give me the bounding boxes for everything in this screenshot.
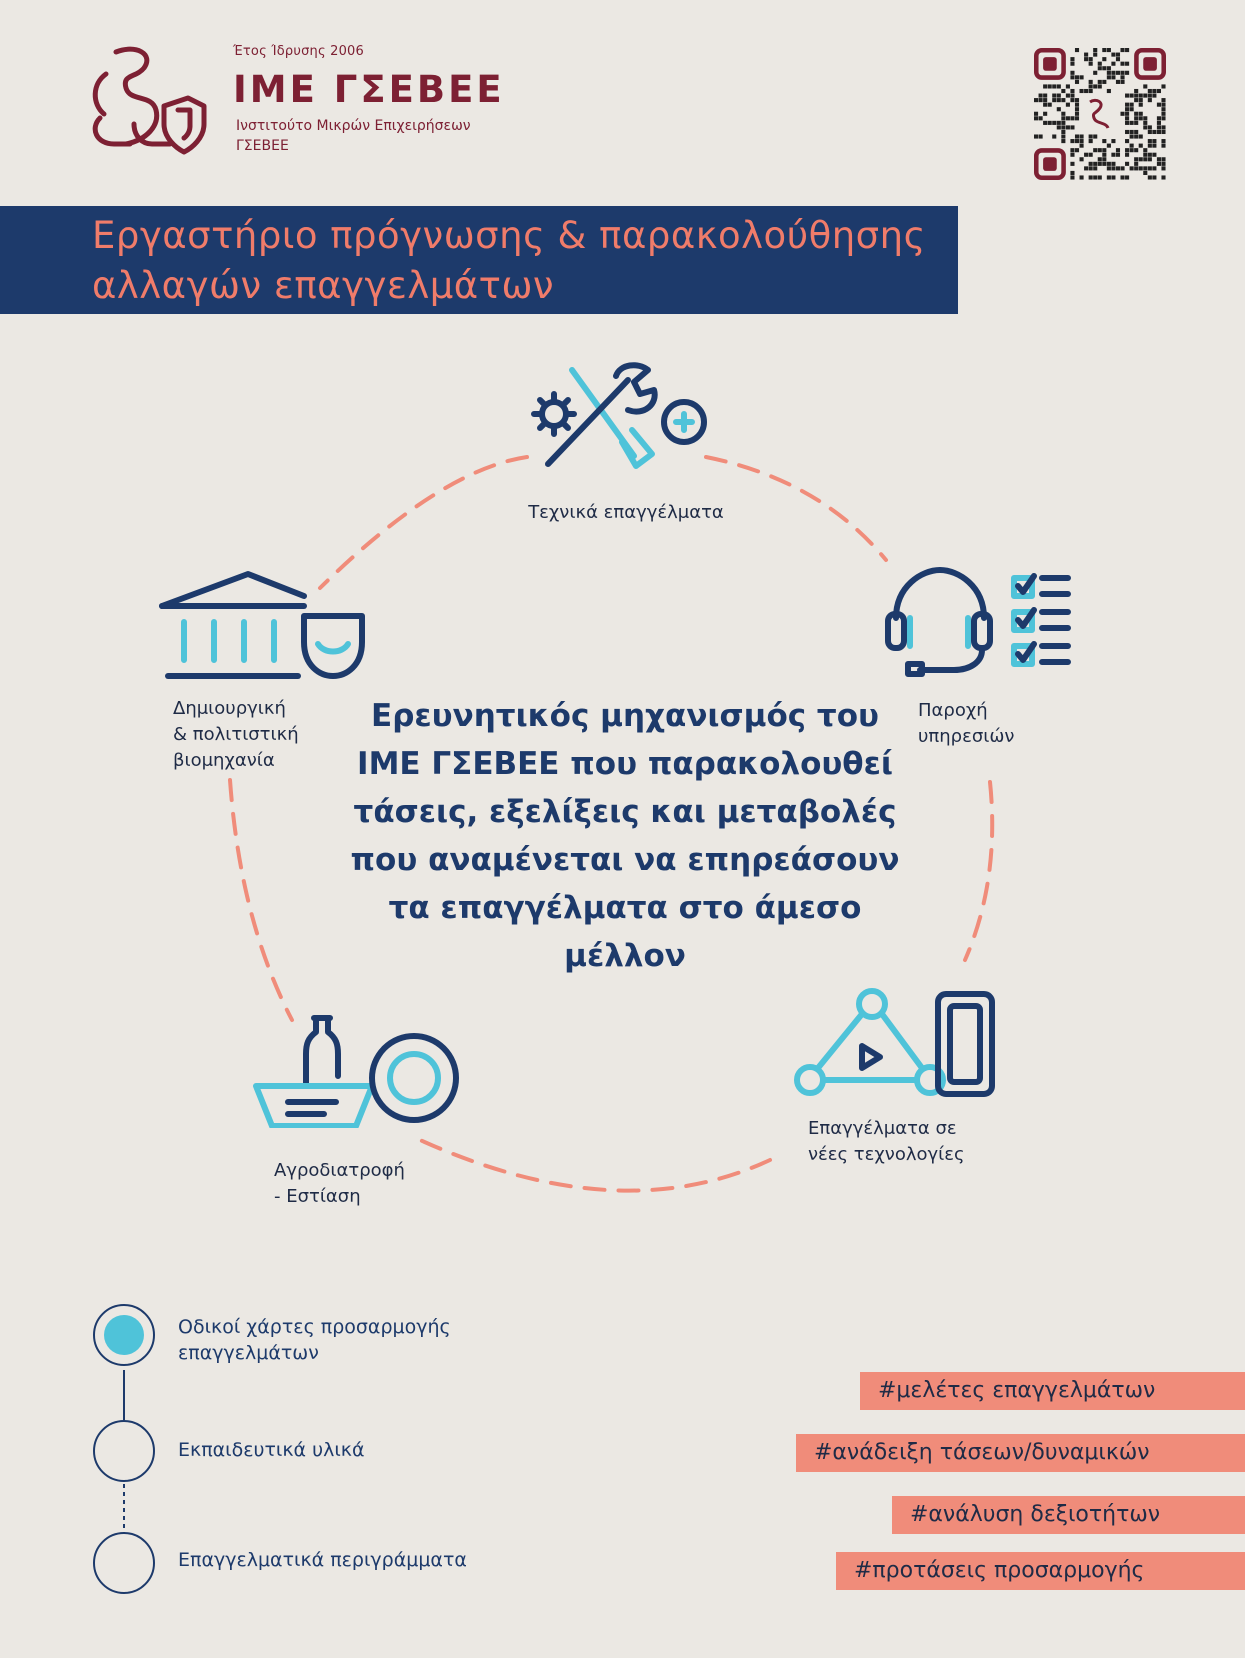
network-phone-icon <box>792 988 1000 1100</box>
category-label-line: Τεχνικά επαγγέλματα <box>528 502 724 523</box>
timeline-label-profiles <box>178 1547 538 1573</box>
category-label-line: & πολιτιστική <box>173 724 299 745</box>
category-label-line: Επαγγέλματα σε <box>808 1118 957 1139</box>
center-line: μέλλον <box>564 938 686 974</box>
timeline-label-educational <box>178 1437 518 1463</box>
category-services-label <box>918 698 1078 750</box>
headset-checklist-icon <box>884 566 1074 678</box>
category-agrifood-label <box>274 1158 474 1210</box>
category-new-tech-label <box>808 1116 1008 1168</box>
timeline-label-line: Οδικοί χάρτες προσαρμογής <box>178 1316 451 1338</box>
tag-trends[interactable]: #ανάδειξη τάσεων/δυναμικών <box>796 1434 1245 1472</box>
org-full-line2: ΓΣΕΒΕΕ <box>236 138 289 154</box>
org-full-line1: Ινστιτούτο Μικρών Επιχειρήσεων <box>236 118 471 134</box>
banner-title-line2: αλλαγών επαγγελμάτων <box>92 264 555 307</box>
timeline-label-line: Επαγγελματικά περιγράμματα <box>178 1549 467 1571</box>
category-label-line: - Εστίαση <box>274 1186 361 1207</box>
center-line: που αναμένεται να επηρεάσουν <box>350 842 900 878</box>
tools-icon <box>528 360 710 472</box>
museum-mask-icon <box>158 570 368 682</box>
timeline-label-roadmaps <box>178 1314 518 1366</box>
timeline-step-roadmaps[interactable] <box>93 1304 155 1366</box>
timeline-step-educational[interactable] <box>93 1420 155 1482</box>
timeline-label-line: Εκπαιδευτικά υλικά <box>178 1439 365 1461</box>
center-description <box>335 692 915 980</box>
center-line: ΙΜΕ ΓΣΕΒΕΕ που παρακολουθεί <box>357 746 893 782</box>
tag-skills-analysis[interactable]: #ανάλυση δεξιοτήτων <box>892 1496 1245 1534</box>
center-line: τάσεις, εξελίξεις και μεταβολές <box>353 794 897 830</box>
timeline-step-profiles[interactable] <box>93 1532 155 1594</box>
founded-year: Έτος Ίδρυσης 2006 <box>233 44 365 59</box>
basket-plate-icon <box>252 1014 464 1128</box>
banner-title-line1: Εργαστήριο πρόγνωσης & παρακολούθησης <box>92 214 926 257</box>
category-label-line: υπηρεσιών <box>918 726 1015 747</box>
category-label-line: Δημιουργική <box>173 698 286 719</box>
tag-adaptation-proposals[interactable]: #προτάσεις προσαρμογής <box>836 1552 1245 1590</box>
category-label-line: νέες τεχνολογίες <box>808 1144 965 1165</box>
timeline-label-line: επαγγελμάτων <box>178 1342 319 1364</box>
org-name: ΙΜΕ ΓΣΕΒΕΕ <box>233 68 505 111</box>
category-label-line: Παροχή <box>918 700 988 721</box>
timeline-active-dot <box>104 1315 144 1355</box>
center-line: Ερευνητικός μηχανισμός του <box>371 698 879 734</box>
center-line: τα επαγγέλματα στο άμεσο <box>388 890 862 926</box>
tag-occupation-studies[interactable]: #μελέτες επαγγελμάτων <box>860 1372 1245 1410</box>
category-technical-label <box>516 500 736 526</box>
category-label-line: Αγροδιατροφή <box>274 1160 405 1181</box>
category-label-line: βιομηχανία <box>173 750 275 771</box>
